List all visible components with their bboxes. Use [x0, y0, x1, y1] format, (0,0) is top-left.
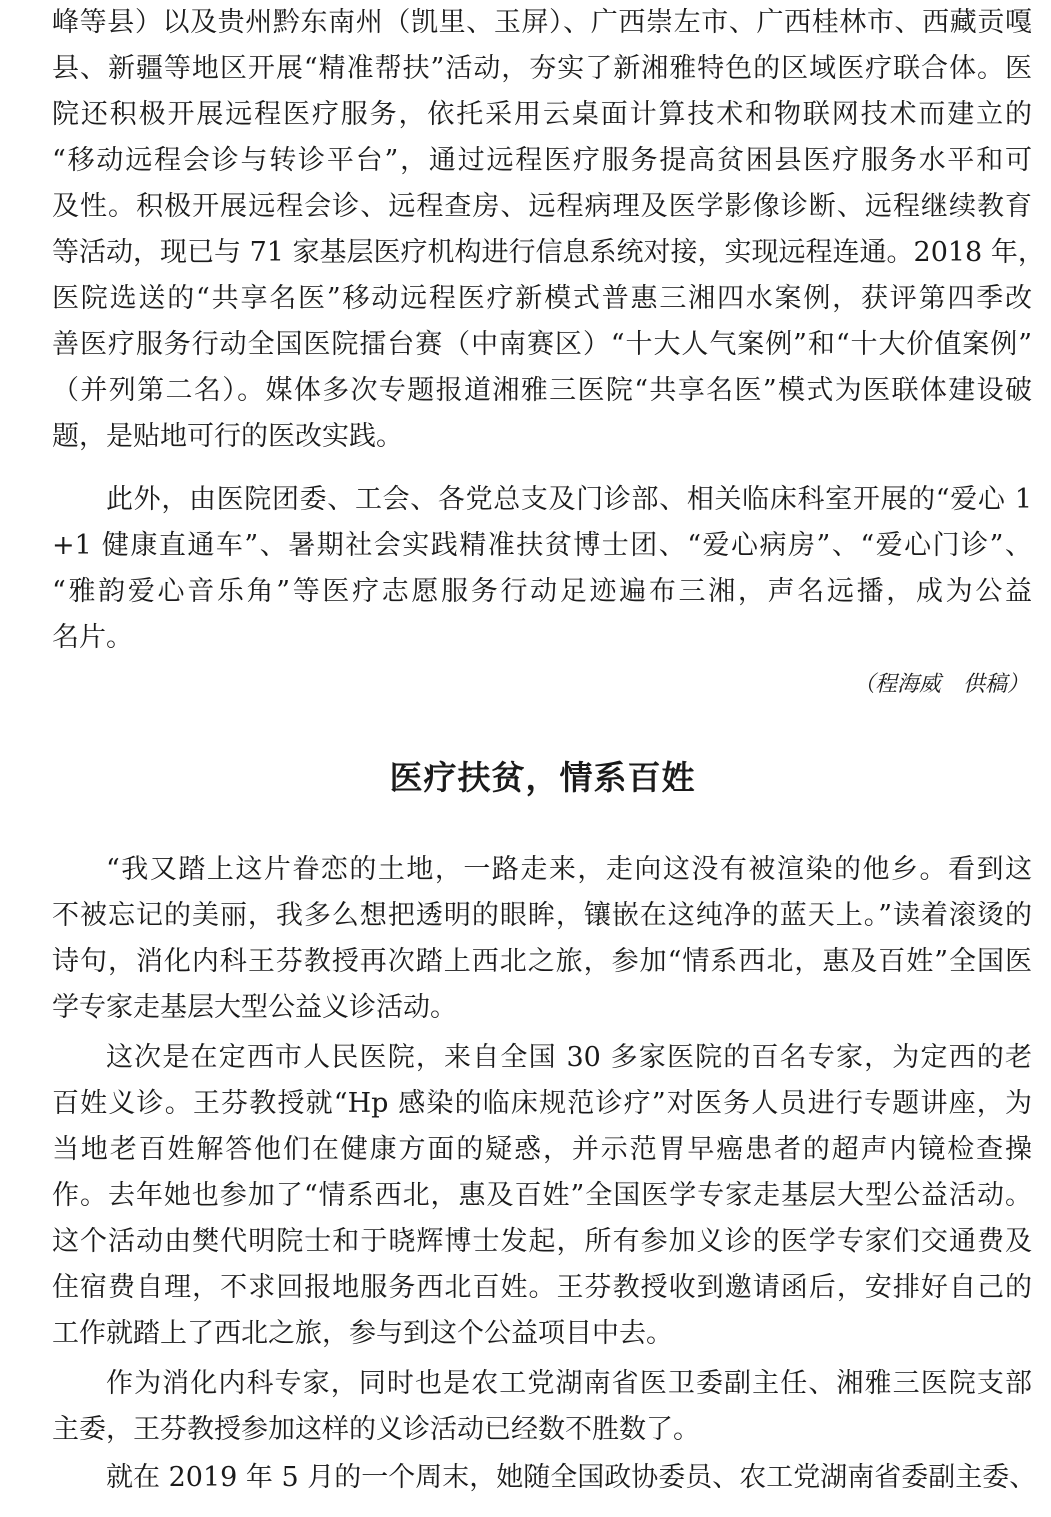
text-line: 住宿费自理，不求回报地服务西北百姓。王芬教授收到邀请函后，安排好自己的 — [52, 1272, 1032, 1303]
text-line: 作。去年她也参加了“情系西北，惠及百姓”全国医学专家走基层大型公益活动。 — [52, 1180, 1032, 1211]
paragraph-dingxi-clinic — [52, 1035, 1032, 1357]
text-line: 诗句，消化内科王芬教授再次踏上西北之旅，参加“情系西北，惠及百姓”全国医 — [52, 946, 1032, 977]
text-line: 医院选送的“共享名医”移动远程医疗新模式普惠三湘四水案例，获评第四季改 — [52, 283, 1032, 314]
text-line: 及性。积极开展远程会诊、远程查房、远程病理及医学影像诊断、远程继续教育 — [52, 191, 1032, 222]
text-line: 院还积极开展远程医疗服务，依托采用云桌面计算技术和物联网技术而建立的 — [52, 99, 1032, 130]
text-line: 县、新疆等地区开展“精准帮扶”活动，夯实了新湘雅特色的区域医疗联合体。医 — [52, 53, 1032, 84]
text-line: （并列第二名）。媒体多次专题报道湘雅三医院“共享名医”模式为医联体建设破 — [52, 375, 1032, 406]
text-line: 题，是贴地可行的医改实践。 — [52, 421, 403, 452]
text-line: 名片。 — [52, 622, 133, 653]
text-line: 这次是在定西市人民医院，来自全国 30 多家医院的百名专家，为定西的老 — [106, 1042, 1032, 1073]
text-line: 就在 2019 年 5 月的一个周末，她随全国政协委员、农工党湖南省委副主委、 — [106, 1462, 1037, 1493]
text-line: 主委，王芬教授参加这样的义诊活动已经数不胜数了。 — [52, 1414, 700, 1445]
text-line: +1 健康直通车”、暑期社会实践精准扶贫博士团、“爱心病房”、“爱心门诊”、 — [52, 530, 1032, 561]
paragraph-volunteer-service — [52, 477, 1032, 661]
text-line: 工作就踏上了西北之旅，参与到这个公益项目中去。 — [52, 1318, 673, 1349]
text-line: 当地老百姓解答他们在健康方面的疑惑，并示范胃早癌患者的超声内镜检查操 — [52, 1134, 1032, 1165]
text-line: 此外，由医院团委、工会、各党总支及门诊部、相关临床科室开展的“爱心 1 — [106, 484, 1032, 515]
text-line: 峰等县）以及贵州黔东南州（凯里、玉屏）、广西崇左市、广西桂林市、西藏贡嘎 — [52, 7, 1032, 38]
text-line: 作为消化内科专家，同时也是农工党湖南省医卫委副主任、湘雅三医院支部 — [106, 1368, 1032, 1399]
text-line: “我又踏上这片眷恋的土地，一路走来，走向这没有被渲染的他乡。看到这 — [106, 854, 1032, 885]
text-line: 这个活动由樊代明院士和于晓辉博士发起，所有参加义诊的医学专家们交通费及 — [52, 1226, 1032, 1257]
section-title: 医疗扶贫，情系百姓 — [389, 758, 696, 797]
text-line: 善医疗服务行动全国医院擂台赛（中南赛区）“十大人气案例”和“十大价值案例” — [52, 329, 1032, 360]
text-line: “雅韵爱心音乐角”等医疗志愿服务行动足迹遍布三湘，声名远播，成为公益 — [52, 576, 1032, 607]
paragraph-expert-role — [52, 1361, 1032, 1453]
text-line: 百姓义诊。王芬教授就“Hp 感染的临床规范诊疗”对医务人员进行专题讲座，为 — [52, 1088, 1032, 1119]
text-line: 等活动，现已与 71 家基层医疗机构进行信息系统对接，实现远程连通。2018 年， — [52, 237, 1045, 268]
text-line: “移动远程会诊与转诊平台”，通过远程医疗服务提高贫困县医疗服务水平和可 — [52, 145, 1032, 176]
author-credit: （程海威 供稿） — [852, 672, 1029, 697]
paragraph-may-2019 — [52, 1455, 1037, 1501]
paragraph-remote-medical — [52, 0, 1045, 460]
text-line: 学专家走基层大型公益义诊活动。 — [52, 992, 457, 1023]
text-line: 不被忘记的美丽，我多么想把透明的眼眸，镶嵌在这纯净的蓝天上。”读着滚烫的 — [52, 900, 1032, 931]
paragraph-poem-intro — [52, 847, 1032, 1031]
